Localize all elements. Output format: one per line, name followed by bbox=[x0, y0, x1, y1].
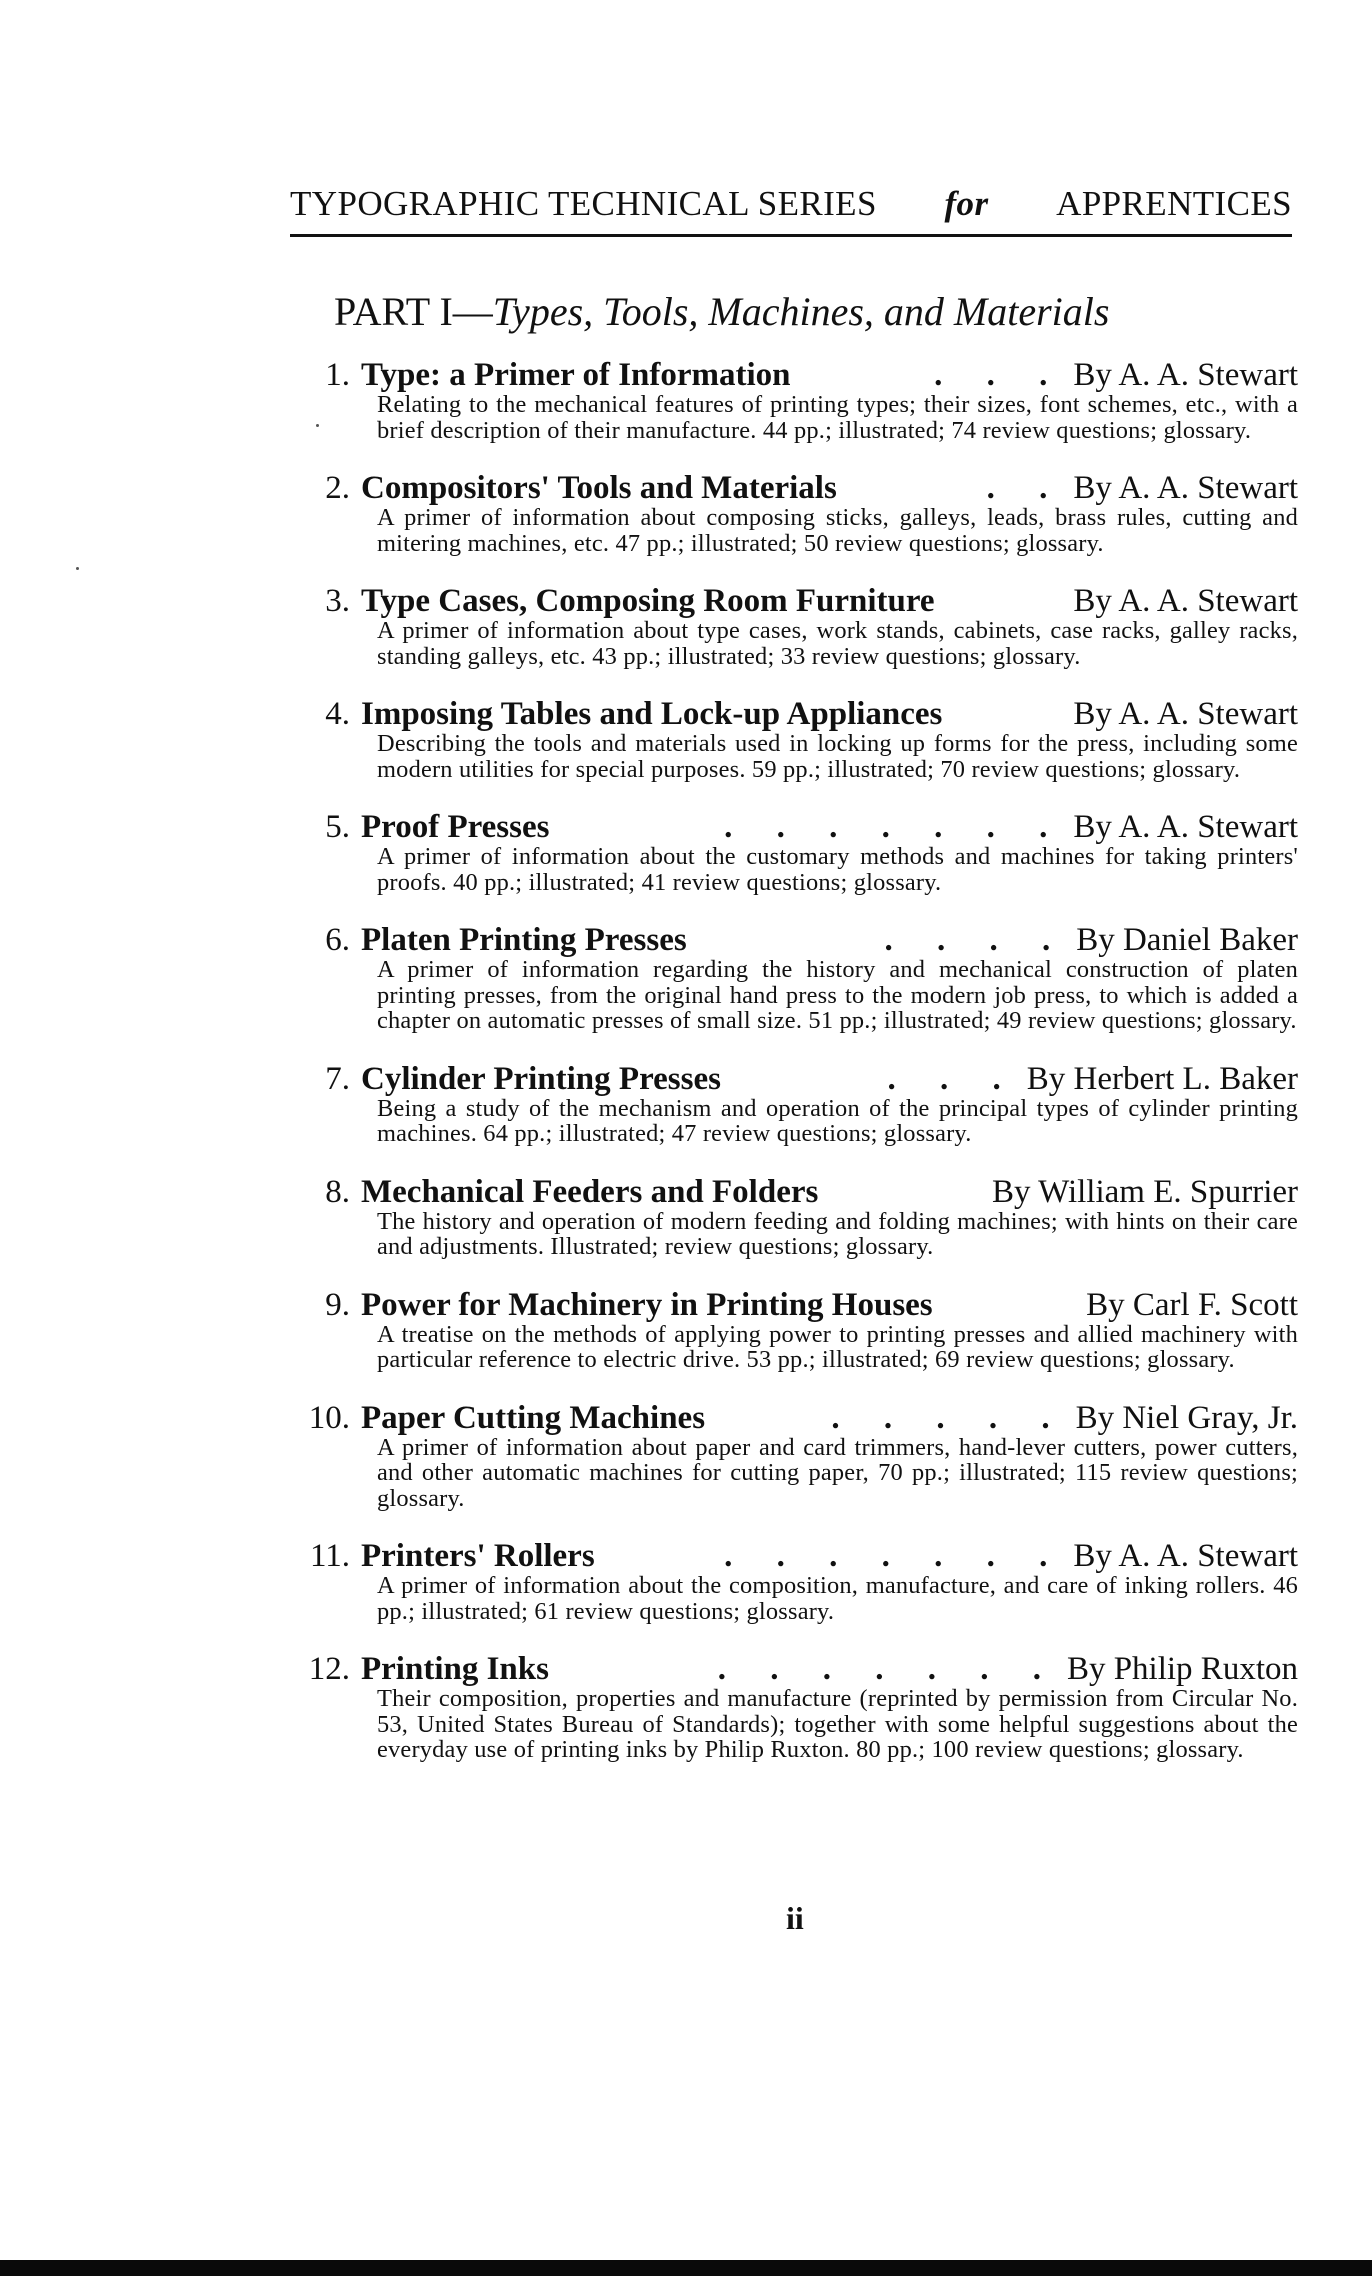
list-item bbox=[290, 807, 1298, 895]
entry-number: 6. bbox=[325, 922, 350, 958]
entry-title: Paper Cutting Machines bbox=[361, 1399, 706, 1436]
entry-title: Power for Machinery in Printing Houses bbox=[361, 1286, 933, 1323]
scan-edge-bar bbox=[0, 2260, 1372, 2276]
stray-ink-mark bbox=[76, 567, 79, 570]
entry-title: Platen Printing Presses bbox=[361, 922, 687, 958]
entry-number: 8. bbox=[325, 1173, 350, 1210]
entry-description: Describing the tools and materials used in locking up forms for the press, including some modern utilities for special purposes. 59 pp.; illustrated; 70 review questions; glossary. bbox=[377, 730, 1298, 783]
entry-author: By Niel Gray, Jr. bbox=[1075, 1399, 1298, 1436]
list-item bbox=[290, 1285, 1298, 1373]
entry-number: 5. bbox=[325, 809, 350, 845]
entry-heading bbox=[290, 694, 1298, 734]
entry-heading bbox=[290, 1398, 1298, 1438]
entry-number: 11. bbox=[309, 1538, 350, 1574]
running-header bbox=[290, 180, 1292, 228]
part-subtitle: Types, Tools, Machines, and Materials bbox=[492, 289, 1110, 334]
list-item bbox=[290, 694, 1298, 782]
entry-description: Relating to the mechanical features of printing types; their sizes, font schemes, etc., with a brief description of their manufacture. 44 pp.; illustrated; 74 review questions; glossary. bbox=[377, 391, 1298, 444]
entry-number: 7. bbox=[325, 1060, 350, 1097]
dot-leader: . . . . . bbox=[831, 1399, 1068, 1436]
entry-description: Their composition, properties and manufacture (reprinted by permission from Circular No. 53, United States Bureau of Standards); together with some helpful suggestions about the everyday use of printing inks by Philip Ruxton. 80 pp.; 100 review questions; glossary. bbox=[377, 1685, 1298, 1763]
entry-description: Being a study of the mechanism and operation of the principal types of cylinder printing machines. 64 pp.; illustrated; 47 review questions; glossary. bbox=[377, 1094, 1298, 1147]
entry-title: Printing Inks bbox=[361, 1651, 549, 1687]
part-title bbox=[334, 285, 1109, 339]
entry-heading bbox=[290, 1649, 1298, 1689]
header-rule bbox=[290, 234, 1292, 237]
entry-heading bbox=[290, 1172, 1298, 1212]
entry-author: By A. A. Stewart bbox=[1073, 809, 1298, 845]
list-item bbox=[290, 581, 1298, 669]
stray-ink-mark bbox=[316, 424, 319, 427]
entry-title: Type: a Primer of Information bbox=[361, 357, 791, 393]
header-audience: APPRENTICES bbox=[1056, 184, 1292, 223]
list-item bbox=[290, 468, 1298, 556]
entry-author: By Herbert L. Baker bbox=[1026, 1060, 1298, 1097]
entry-title: Imposing Tables and Lock-up Appliances bbox=[361, 696, 943, 732]
entry-author: By Daniel Baker bbox=[1076, 922, 1298, 958]
entry-heading bbox=[290, 1285, 1298, 1325]
dot-leader: . . bbox=[986, 470, 1066, 506]
part-label: PART I— bbox=[334, 289, 493, 334]
list-item bbox=[290, 1059, 1298, 1147]
entry-author: By A. A. Stewart bbox=[1073, 583, 1298, 619]
entry-heading bbox=[290, 1536, 1298, 1576]
entry-title: Compositors' Tools and Materials bbox=[361, 470, 837, 506]
dot-leader: . . . . . . . bbox=[724, 809, 1066, 845]
entry-description: A treatise on the methods of applying power to printing presses and allied machinery with particular reference to electric drive. 53 pp.; illustrated; 69 review questions; glossary. bbox=[377, 1320, 1298, 1373]
list-item bbox=[290, 1649, 1298, 1763]
entry-author: By A. A. Stewart bbox=[1073, 696, 1298, 732]
entry-heading bbox=[290, 581, 1298, 621]
entry-heading bbox=[290, 807, 1298, 847]
entry-description: A primer of information about paper and card trimmers, hand-lever cutters, power cutters, and other automatic machines for cutting paper, 70 pp.; illustrated; 115 review questions; glossary. bbox=[377, 1433, 1298, 1512]
header-for-word: for bbox=[944, 184, 989, 223]
list-item bbox=[290, 355, 1298, 443]
list-item bbox=[290, 1536, 1298, 1624]
dot-leader: . . . bbox=[934, 357, 1066, 393]
dot-leader: . . . . . . . bbox=[724, 1538, 1066, 1574]
entry-description: A primer of information regarding the history and mechanical construction of platen printing presses, from the original hand press to the modern job press, to which is added a chapter on automatic presses of small size. 51 pp.; illustrated; 49 review questions; glossary. bbox=[377, 956, 1298, 1034]
entry-heading bbox=[290, 468, 1298, 508]
dot-leader: . . . . . . . bbox=[717, 1651, 1059, 1687]
entry-number: 12. bbox=[308, 1651, 350, 1687]
entry-number: 3. bbox=[325, 583, 350, 619]
entry-description: A primer of information about the customary methods and machines for taking printers' proofs. 40 pp.; illustrated; 41 review questions; glossary. bbox=[377, 843, 1298, 896]
entry-author: By A. A. Stewart bbox=[1073, 1538, 1298, 1574]
entry-title: Proof Presses bbox=[361, 809, 550, 845]
entry-number: 4. bbox=[325, 696, 350, 732]
header-series-title: TYPOGRAPHIC TECHNICAL SERIES bbox=[290, 184, 877, 223]
entry-heading bbox=[290, 355, 1298, 395]
entry-description: The history and operation of modern feeding and folding machines; with hints on their care and adjustments. Illustrated; review questions; glossary. bbox=[377, 1207, 1298, 1260]
list-item bbox=[290, 920, 1298, 1034]
page-number: ii bbox=[786, 1900, 804, 1936]
entry-number: 2. bbox=[325, 470, 350, 506]
entry-heading bbox=[290, 920, 1298, 960]
entry-author: By A. A. Stewart bbox=[1073, 357, 1298, 393]
dot-leader: . . . bbox=[887, 1060, 1019, 1097]
entry-number: 10. bbox=[308, 1399, 350, 1436]
entry-number: 1. bbox=[325, 357, 350, 393]
list-item bbox=[290, 1398, 1298, 1512]
series-list bbox=[290, 355, 1298, 1788]
entry-author: By A. A. Stewart bbox=[1073, 470, 1298, 506]
entry-title: Type Cases, Composing Room Furniture bbox=[361, 583, 935, 619]
list-item bbox=[290, 1172, 1298, 1260]
entry-description: A primer of information about the composition, manufacture, and care of inking rollers. 46 pp.; illustrated; 61 review questions; glossary. bbox=[377, 1572, 1298, 1625]
entry-author: By Carl F. Scott bbox=[1086, 1286, 1298, 1323]
entry-title: Mechanical Feeders and Folders bbox=[361, 1173, 819, 1210]
entry-description: A primer of information about type cases, work stands, cabinets, case racks, galley racks, standing galleys, etc. 43 pp.; illustrated; 33 review questions; glossary. bbox=[377, 617, 1298, 670]
entry-author: By Philip Ruxton bbox=[1066, 1651, 1298, 1687]
entry-heading bbox=[290, 1059, 1298, 1099]
entry-title: Cylinder Printing Presses bbox=[361, 1060, 721, 1097]
entry-title: Printers' Rollers bbox=[361, 1538, 595, 1574]
entry-author: By William E. Spurrier bbox=[991, 1173, 1298, 1210]
dot-leader: . . . . bbox=[884, 922, 1069, 958]
entry-description: A primer of information about composing sticks, galleys, leads, brass rules, cutting and mitering machines, etc. 47 pp.; illustrated; 50 review questions; glossary. bbox=[377, 504, 1298, 557]
entry-number: 9. bbox=[325, 1286, 350, 1323]
